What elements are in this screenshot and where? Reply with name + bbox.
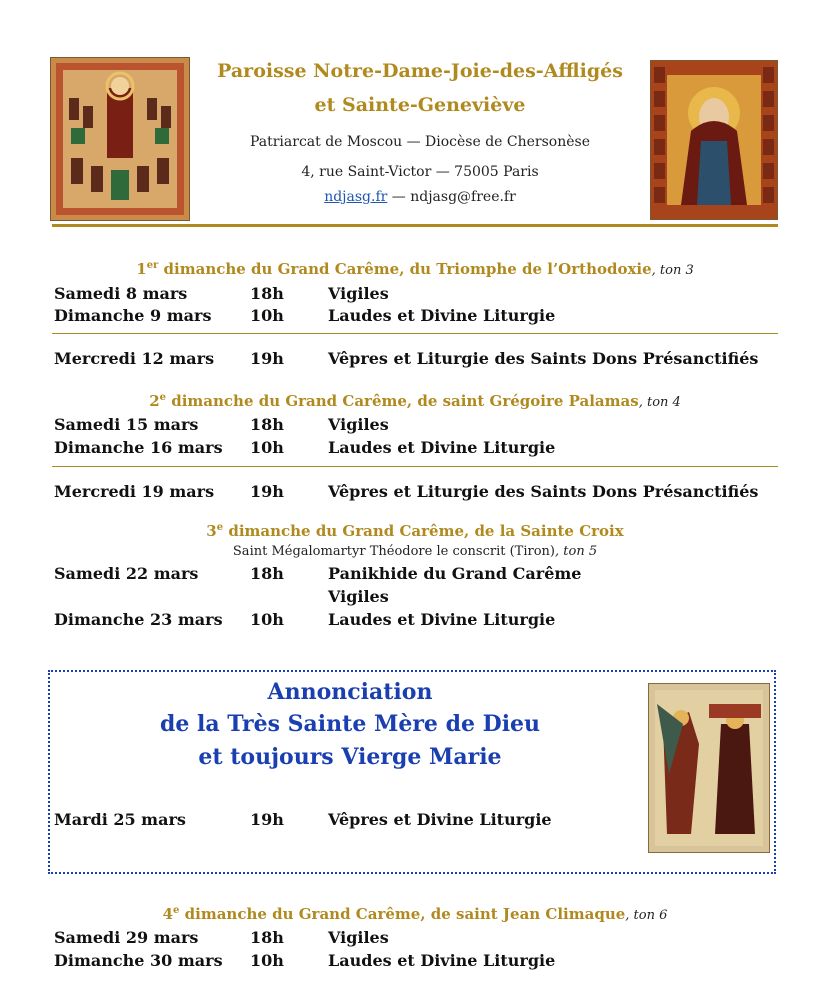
icon-annunciation [648, 683, 770, 853]
email-text: — ndjasg@free.fr [387, 189, 516, 205]
contact-line [180, 189, 660, 205]
patriarchate-line: Patriarcat de Moscou — Diocèse de Chersonèse [249, 134, 591, 150]
icon-sainte-genevieve [650, 60, 778, 220]
header-divider [52, 224, 778, 227]
sunday-heading-3: 3e dimanche du Grand Carême, de la Sainte Croix [206, 522, 624, 540]
website-link[interactable]: ndjasg.fr [324, 189, 388, 205]
sunday-heading-2: 2e dimanche du Grand Carême, de saint Grégoire Palamas, ton 4 [149, 392, 681, 410]
annunciation-title-line1: Annonciation [267, 679, 433, 705]
sunday-heading-1: 1er dimanche du Grand Carême, du Triomphe de l’Orthodoxie, ton 3 [136, 260, 694, 278]
saint-commemoration: Saint Mégalomartyr Théodore le conscrit (Tiron), ton 5 [232, 544, 598, 559]
annunciation-title-line2: de la Très Sainte Mère de Dieu [159, 711, 541, 737]
section-divider [52, 333, 778, 334]
icon-joy-of-all-who-sorrow [50, 57, 190, 221]
annunciation-title-line3: et toujours Vierge Marie [198, 744, 502, 770]
section-divider [52, 466, 778, 467]
parish-title-line2: et Sainte-Geneviève [314, 94, 526, 116]
parish-title-line1: Paroisse Notre-Dame-Joie-des-Affligés [217, 60, 623, 82]
address-line: 4, rue Saint-Victor — 75005 Paris [301, 164, 539, 180]
sunday-heading-4: 4e dimanche du Grand Carême, de saint Jean Climaque, ton 6 [162, 905, 668, 923]
